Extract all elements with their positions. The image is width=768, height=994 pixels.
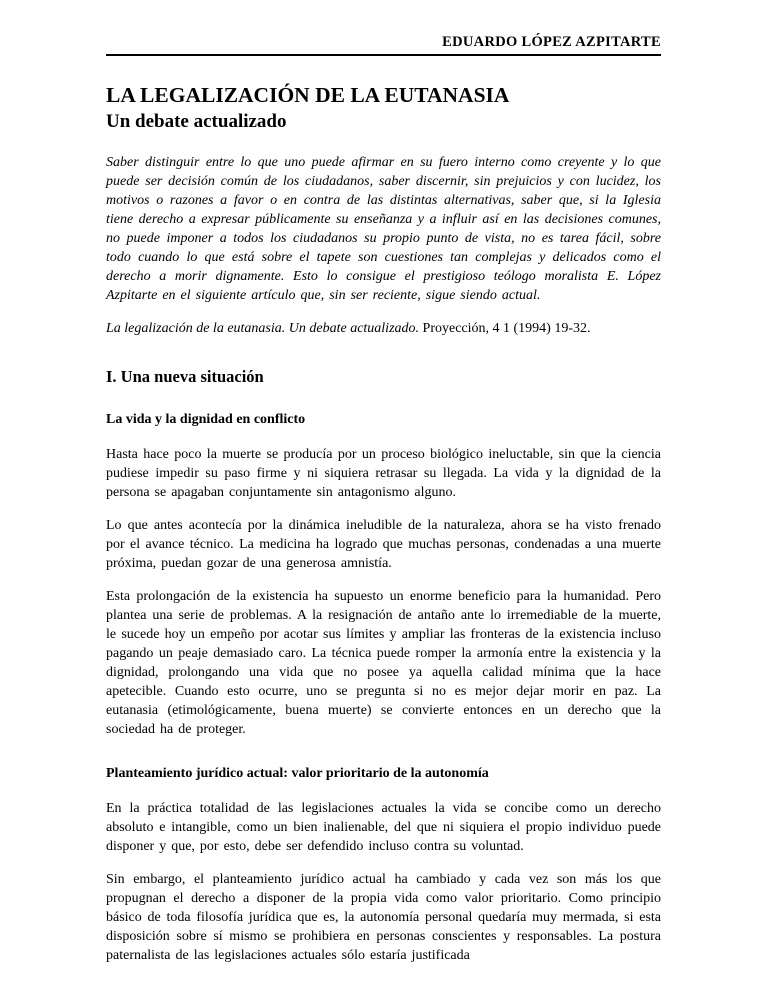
paragraph: Lo que antes acontecía por la dinámica ineludible de la naturaleza, ahora se ha visto frenado por el avance técnico. La medicina ha logrado que muchas personas, condenadas a una muerte próxima, puedan gozar de una generosa amnistía. xyxy=(106,518,661,571)
document-subtitle: Un debate actualizado xyxy=(106,111,287,132)
paragraph: En la práctica totalidad de las legislaciones actuales la vida se concibe como un derecho absoluto e intangible, como un bien inalienable, del que ni siquiera el propio individuo puede disponer y que, por esto, debe ser defendido incluso contra su voluntad. xyxy=(106,801,661,854)
citation-source: Proyección, 4 1 (1994) 19-32. xyxy=(422,321,591,336)
running-header: EDUARDO LÓPEZ AZPITARTE xyxy=(106,34,661,56)
subsection-heading-vida-dignidad: La vida y la dignidad en conflicto xyxy=(106,412,306,427)
paragraph: Sin embargo, el planteamiento jurídico actual ha cambiado y cada vez son más los que propugnan el derecho a disponer de la propia vida como valor prioritario. Como principio básico de toda filosofía jurídica que es, la autonomía personal quedaría muy mermada, si esta disposición sobre sí mismo se prohibiera en personas conscientes y responsables. La postura paternalista de las legislaciones actuales sólo estaría justificada xyxy=(106,872,661,963)
title-block xyxy=(106,82,661,134)
citation-line xyxy=(106,319,661,338)
document-title: LA LEGALIZACIÓN DE LA EUTANASIA xyxy=(106,83,510,107)
citation-work-title: La legalización de la eutanasia. Un debate actualizado. xyxy=(106,321,420,336)
abstract-paragraph: Saber distinguir entre lo que uno puede afirmar en su fuero interno como creyente y lo que puede ser decisión común de los ciudadanos, saber discernir, sin prejuicios y con lucidez, los motivos o razones a favor o en contra de las distintas alternativas, saber que, si la Iglesia tiene derecho a expresar públicamente su enseñanza y a influir así en las decisiones comunes, no puede imponer a todos los ciudadanos su propio punto de vista, no es tarea fácil, sobre todo cuando lo que está sobre el tapete son cuestiones tan complejas y delicados como el derecho a morir dignamente. Esto lo consigue el prestigioso teólogo moralista E. López Azpitarte en el siguiente artículo que, sin ser reciente, sigue siendo actual. xyxy=(106,155,661,303)
subsection-heading-planteamiento-juridico: Planteamiento jurídico actual: valor prioritario de la autonomía xyxy=(106,766,489,781)
section-heading: I. Una nueva situación xyxy=(106,367,264,386)
paragraph: Hasta hace poco la muerte se producía por un proceso biológico ineluctable, sin que la ciencia pudiese impedir su paso firme y ni siquiera retrasar su llegada. La vida y la dignidad de la persona se apagaban conjuntamente sin antagonismo alguno. xyxy=(106,447,661,500)
paragraph: Esta prolongación de la existencia ha supuesto un enorme beneficio para la humanidad. Pero plantea una serie de problemas. A la resignación de antaño ante lo irremediable de la muerte, le sucede hoy un empeño por acotar sus límites y ampliar las fronteras de la existencia incluso pagando un peaje demasiado caro. La técnica puede romper la armonía entre la existencia y la dignidad, prolongando una vida que no posee ya aquella calidad mínima que la hace apetecible. Cuando esto ocurre, uno se pregunta si no es mejor dejar morir en paz. La eutanasia (etimológicamente, buena muerte) se convierte entonces en un derecho que la sociedad ha de proteger. xyxy=(106,589,661,737)
